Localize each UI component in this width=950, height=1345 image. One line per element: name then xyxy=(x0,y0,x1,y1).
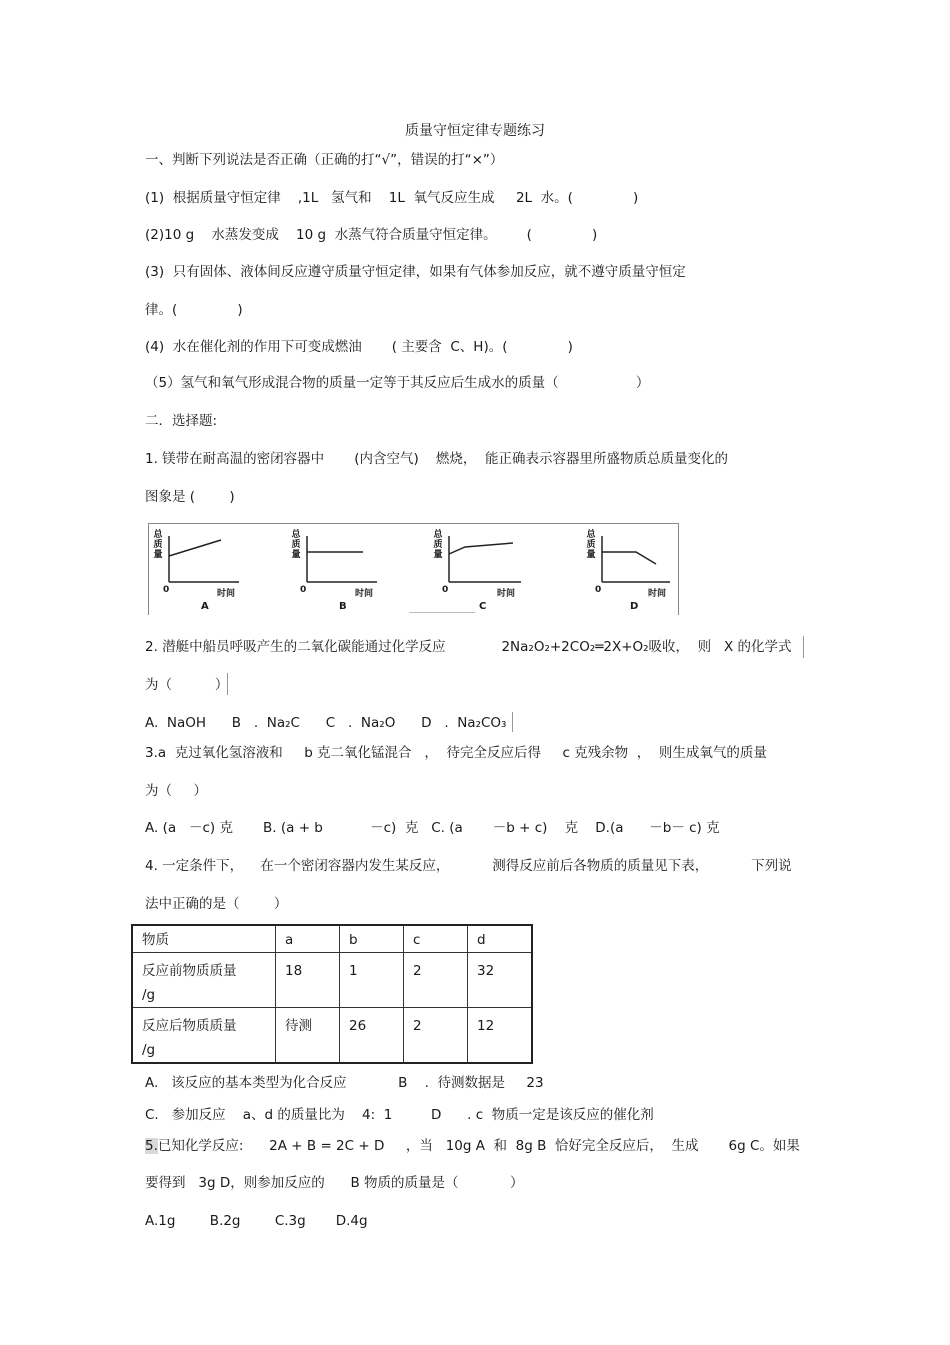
q4-stem-cont: 法中正确的是（ ） xyxy=(145,896,288,912)
judgment-item-3-cont: 律。( ) xyxy=(145,302,243,318)
graph-b-zero: 0 xyxy=(300,585,307,595)
graph-a-label: A xyxy=(201,601,209,612)
graph-d-zero: 0 xyxy=(595,585,602,595)
judgment-item-5: （5）氢气和氧气形成混合物的质量一定等于其反应后生成水的质量（ ） xyxy=(145,375,650,391)
table-header-substance: 物质 xyxy=(132,925,276,953)
table-row-label-after xyxy=(132,1008,276,1064)
table-cell: 12 xyxy=(468,1008,533,1064)
q2-stem-cont: 为（ ） xyxy=(145,677,229,693)
table-cell: 2 xyxy=(404,1008,468,1064)
q5-number: 5. xyxy=(145,1138,158,1154)
graph-c xyxy=(429,524,539,615)
q5-options: A.1g B.2g C.3g D.4g xyxy=(145,1213,368,1229)
graph-c-label: C xyxy=(479,601,487,612)
table-cell: 32 xyxy=(468,953,533,1008)
scan-mark xyxy=(227,673,228,695)
table-cell: 2 xyxy=(404,953,468,1008)
graph-c-zero: 0 xyxy=(442,585,449,595)
graph-c-xlabel: 时间 xyxy=(497,589,516,599)
graph-d xyxy=(564,524,674,615)
q4-mass-table xyxy=(131,924,533,1064)
graph-d-plot xyxy=(564,524,674,615)
q5-stem xyxy=(145,1137,800,1155)
q3-options: A. (a －c) 克 B. (a + b －c) 克 C. (a －b + c) 克 D.(a －b－ c) 克 xyxy=(145,820,720,836)
q3-stem-cont: 为（ ） xyxy=(145,783,207,799)
table-cell: 待测 xyxy=(276,1008,340,1064)
section1-heading: 一、判断下列说法是否正确（正确的打“√”，错误的打“×”） xyxy=(145,152,504,168)
table-row-label-before xyxy=(132,953,276,1008)
scan-mark xyxy=(409,612,475,613)
q1-stem-cont: 图象是 ( ) xyxy=(145,489,235,505)
table-cell: 1 xyxy=(340,953,404,1008)
scan-mark xyxy=(803,636,804,658)
graph-b-label: B xyxy=(339,601,347,612)
table-header-d: d xyxy=(468,925,533,953)
judgment-item-4: (4) 水在催化剂的作用下可变成燃油 ( 主要含 C、H)。( ) xyxy=(145,339,573,355)
q5-stem-cont: 要得到 3g D，则参加反应的 B 物质的质量是（ ） xyxy=(145,1175,524,1191)
q2-stem: 2. 潜艇中船员呼吸产生的二氧化碳能通过化学反应 2Na₂O₂+2CO₂═2X+O₂吸收， 则 X 的化学式 xyxy=(145,639,792,655)
table-row xyxy=(132,953,532,1008)
graph-a-xlabel: 时间 xyxy=(217,589,236,599)
table-cell: 26 xyxy=(340,1008,404,1064)
section2-heading: 二．选择题: xyxy=(145,413,218,429)
graph-a-ylabel: 总质量 xyxy=(153,530,163,560)
graph-a xyxy=(151,524,261,615)
q5-stem-text: 已知化学反应: 2A + B = 2C + D ，当 10g A 和 8g B 恰好完全反应后， 生成 6g C。如果 xyxy=(157,1138,800,1154)
q4-option-cd: C. 参加反应 a、d 的质量比为 4: 1 D . c 物质一定是该反应的催化剂 xyxy=(145,1107,654,1123)
scan-mark xyxy=(512,712,513,732)
graph-b xyxy=(289,524,399,615)
q1-graph-panel xyxy=(148,523,679,615)
table-header-a: a xyxy=(276,925,340,953)
row-label-line: 反应后物质质量 xyxy=(142,1018,237,1034)
graph-c-ylabel: 总质量 xyxy=(433,530,443,560)
judgment-item-1: (1) 根据质量守恒定律 ,1L 氢气和 1L 氧气反应生成 2L 水。( ) xyxy=(145,190,639,206)
table-cell: 18 xyxy=(276,953,340,1008)
graph-a-zero: 0 xyxy=(163,585,170,595)
graph-d-label: D xyxy=(630,601,639,612)
row-label-unit: /g xyxy=(142,987,156,1003)
q2-options: A. NaOH B . Na₂C C . Na₂O D . Na₂CO₃ xyxy=(145,715,507,731)
q4-option-ab: A. 该反应的基本类型为化合反应 B . 待测数据是 23 xyxy=(145,1075,544,1091)
graph-b-ylabel: 总质量 xyxy=(291,530,301,560)
table-row xyxy=(132,1008,532,1064)
table-header-b: b xyxy=(340,925,404,953)
row-label-unit: /g xyxy=(142,1042,156,1058)
page-title: 质量守恒定律专题练习 xyxy=(405,123,545,139)
q3-stem: 3.a 克过氧化氢溶液和 b 克二氧化锰混合 ， 待完全反应后得 c 克残余物 ， 则生成氧气的质量 xyxy=(145,745,767,761)
graph-d-xlabel: 时间 xyxy=(648,589,667,599)
judgment-item-2: (2)10 g 水蒸发变成 10 g 水蒸气符合质量守恒定律。 ( ) xyxy=(145,227,598,243)
graph-d-ylabel: 总质量 xyxy=(586,530,596,560)
q4-stem: 4. 一定条件下， 在一个密闭容器内发生某反应， 测得反应前后各物质的质量见下表， 下列说 xyxy=(145,858,792,874)
q1-stem: 1. 镁带在耐高温的密闭容器中 (内含空气) 燃烧， 能正确表示容器里所盛物质总质量变化的 xyxy=(145,451,728,467)
table-header-c: c xyxy=(404,925,468,953)
row-label-line: 反应前物质质量 xyxy=(142,963,237,979)
judgment-item-3: (3) 只有固体、液体间反应遵守质量守恒定律，如果有气体参加反应，就不遵守质量守恒定 xyxy=(145,264,686,280)
graph-b-xlabel: 时间 xyxy=(355,589,374,599)
